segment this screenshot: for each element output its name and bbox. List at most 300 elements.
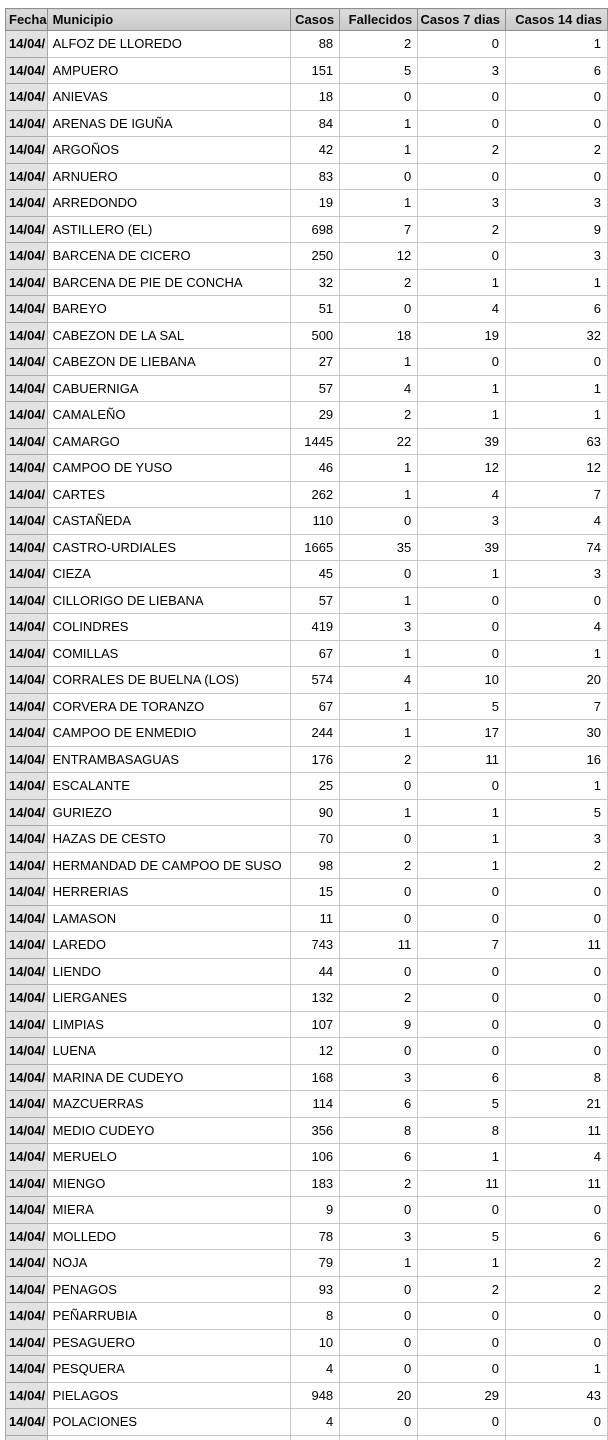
casos-cell: 98 (290, 852, 340, 879)
casos-14-dias-cell: 1 (505, 269, 607, 296)
row-date-cell: 14/04/ (6, 349, 48, 376)
casos-7-dias-cell: 0 (418, 985, 506, 1012)
casos-cell: 67 (290, 693, 340, 720)
casos-cell: 10 (290, 1329, 340, 1356)
casos-7-dias-cell: 0 (418, 1303, 506, 1330)
municipality-cell: MAZCUERRAS (47, 1091, 290, 1118)
municipality-cell: COLINDRES (47, 614, 290, 641)
row-date-cell: 14/04/ (6, 905, 48, 932)
municipality-cell: NOJA (47, 1250, 290, 1277)
fallecidos-cell: 0 (340, 1197, 418, 1224)
table-row (6, 1197, 608, 1224)
casos-14-dias-cell: 0 (505, 349, 607, 376)
casos-14-dias-cell: 7 (505, 693, 607, 720)
casos-14-dias-cell: 5 (505, 799, 607, 826)
casos-cell: 42 (290, 137, 340, 164)
municipality-cell: ARENAS DE IGUÑA (47, 110, 290, 137)
row-date-cell: 14/04/ (6, 296, 48, 323)
casos-7-dias-cell: 0 (418, 958, 506, 985)
row-date-cell: 14/04/ (6, 455, 48, 482)
fallecidos-cell: 22 (340, 428, 418, 455)
casos-7-dias-cell: 4 (418, 296, 506, 323)
table-row (6, 985, 608, 1012)
fallecidos-cell: 9 (340, 1011, 418, 1038)
table-row (6, 163, 608, 190)
table-row (6, 190, 608, 217)
table-row (6, 799, 608, 826)
casos-7-dias-cell: 1 (418, 561, 506, 588)
casos-7-dias-cell: 0 (418, 1011, 506, 1038)
casos-7-dias-cell: 29 (418, 1382, 506, 1409)
covid-municipality-table (5, 8, 608, 1440)
municipality-cell: LAREDO (47, 932, 290, 959)
row-date-cell: 14/04/ (6, 1303, 48, 1330)
casos-cell: 79 (290, 1250, 340, 1277)
casos-7-dias-cell: 3 (418, 57, 506, 84)
casos-7-dias-cell: 17 (418, 720, 506, 747)
fallecidos-cell: 0 (340, 163, 418, 190)
fallecidos-cell: 3 (340, 614, 418, 641)
casos-cell: 70 (290, 826, 340, 853)
row-date-cell: 14/04/ (6, 693, 48, 720)
casos-14-dias-cell: 1 (505, 640, 607, 667)
casos-cell: 46 (290, 455, 340, 482)
table-row (6, 746, 608, 773)
casos-7-dias-cell: 1 (418, 826, 506, 853)
row-date-cell: 14/04/ (6, 534, 48, 561)
casos-7-dias-cell: 12 (418, 455, 506, 482)
casos-7-dias-cell: 0 (418, 163, 506, 190)
casos-cell: 9 (290, 1197, 340, 1224)
row-date-cell: 14/04/ (6, 561, 48, 588)
municipality-cell: LIERGANES (47, 985, 290, 1012)
casos-cell: 168 (290, 1064, 340, 1091)
casos-14-dias-cell: 1 (505, 375, 607, 402)
municipality-cell: HERRERIAS (47, 879, 290, 906)
fallecidos-cell: 2 (340, 985, 418, 1012)
column-header-fallecidos: Fallecidos (340, 9, 418, 31)
column-header-fecha: Fecha (6, 9, 48, 31)
casos-14-dias-cell: 12 (505, 455, 607, 482)
casos-7-dias-cell: 3 (418, 508, 506, 535)
casos-7-dias-cell: 0 (418, 1409, 506, 1436)
table-row (6, 852, 608, 879)
fallecidos-cell: 8 (340, 1117, 418, 1144)
casos-7-dias-cell: 0 (418, 1038, 506, 1065)
casos-14-dias-cell: 0 (505, 1303, 607, 1330)
casos-cell: 45 (290, 561, 340, 588)
fallecidos-cell: 0 (340, 1038, 418, 1065)
table-row (6, 1382, 608, 1409)
municipality-cell: ANIEVAS (47, 84, 290, 111)
row-date-cell: 14/04/ (6, 1117, 48, 1144)
municipality-cell: CABEZON DE LIEBANA (47, 349, 290, 376)
row-date-cell: 14/04/ (6, 84, 48, 111)
casos-7-dias-cell: 10 (418, 667, 506, 694)
casos-7-dias-cell: 0 (418, 614, 506, 641)
casos-14-dias-cell: 3 (505, 561, 607, 588)
table-row (6, 349, 608, 376)
municipality-cell: MARINA DE CUDEYO (47, 1064, 290, 1091)
row-date-cell: 14/04/ (6, 1064, 48, 1091)
casos-cell: 1665 (290, 534, 340, 561)
casos-7-dias-cell: 0 (418, 640, 506, 667)
fallecidos-cell: 0 (340, 879, 418, 906)
municipality-cell: MEDIO CUDEYO (47, 1117, 290, 1144)
municipality-cell: PESAGUERO (47, 1329, 290, 1356)
casos-7-dias-cell: 3 (418, 190, 506, 217)
casos-7-dias-cell: 7 (418, 932, 506, 959)
fallecidos-cell: 0 (340, 1409, 418, 1436)
casos-cell: 250 (290, 243, 340, 270)
casos-14-dias-cell: 1 (505, 773, 607, 800)
casos-cell: 106 (290, 1144, 340, 1171)
table-row (6, 455, 608, 482)
row-date-cell (6, 1435, 48, 1440)
casos-14-dias-cell: 0 (505, 1409, 607, 1436)
row-date-cell: 14/04/ (6, 1091, 48, 1118)
municipality-cell: LAMASON (47, 905, 290, 932)
row-date-cell: 14/04/ (6, 640, 48, 667)
casos-7-dias-cell: 5 (418, 1091, 506, 1118)
row-date-cell: 14/04/ (6, 985, 48, 1012)
table-row (6, 508, 608, 535)
casos-14-dias-cell: 0 (505, 985, 607, 1012)
empty-cell (47, 1435, 290, 1440)
row-date-cell: 14/04/ (6, 508, 48, 535)
row-date-cell: 14/04/ (6, 1038, 48, 1065)
municipality-cell: CASTAÑEDA (47, 508, 290, 535)
municipality-cell: ENTRAMBASAGUAS (47, 746, 290, 773)
casos-cell: 419 (290, 614, 340, 641)
casos-cell: 574 (290, 667, 340, 694)
casos-7-dias-cell: 11 (418, 1170, 506, 1197)
row-date-cell: 14/04/ (6, 428, 48, 455)
casos-7-dias-cell: 0 (418, 110, 506, 137)
casos-14-dias-cell: 0 (505, 163, 607, 190)
casos-7-dias-cell: 6 (418, 1064, 506, 1091)
municipality-cell: CAMALEÑO (47, 402, 290, 429)
municipality-cell: ARNUERO (47, 163, 290, 190)
table-row (6, 1144, 608, 1171)
casos-14-dias-cell: 63 (505, 428, 607, 455)
table-row (6, 57, 608, 84)
casos-7-dias-cell: 0 (418, 773, 506, 800)
casos-14-dias-cell: 43 (505, 1382, 607, 1409)
casos-7-dias-cell: 5 (418, 693, 506, 720)
municipality-cell: BARCENA DE PIE DE CONCHA (47, 269, 290, 296)
row-date-cell: 14/04/ (6, 57, 48, 84)
fallecidos-cell: 1 (340, 1250, 418, 1277)
row-date-cell: 14/04/ (6, 1223, 48, 1250)
casos-cell: 15 (290, 879, 340, 906)
table-row-partial (6, 1435, 608, 1440)
casos-14-dias-cell: 0 (505, 958, 607, 985)
fallecidos-cell: 0 (340, 296, 418, 323)
casos-14-dias-cell: 0 (505, 879, 607, 906)
row-date-cell: 14/04/ (6, 1276, 48, 1303)
casos-cell: 948 (290, 1382, 340, 1409)
casos-7-dias-cell: 4 (418, 481, 506, 508)
casos-14-dias-cell: 11 (505, 1117, 607, 1144)
fallecidos-cell: 6 (340, 1144, 418, 1171)
fallecidos-cell: 1 (340, 799, 418, 826)
row-date-cell: 14/04/ (6, 1356, 48, 1383)
municipality-cell: BAREYO (47, 296, 290, 323)
casos-7-dias-cell: 0 (418, 879, 506, 906)
casos-cell: 44 (290, 958, 340, 985)
row-date-cell: 14/04/ (6, 322, 48, 349)
casos-14-dias-cell: 0 (505, 1011, 607, 1038)
casos-cell: 25 (290, 773, 340, 800)
table-row (6, 375, 608, 402)
municipality-cell: COMILLAS (47, 640, 290, 667)
fallecidos-cell: 1 (340, 587, 418, 614)
table-row (6, 879, 608, 906)
casos-7-dias-cell: 0 (418, 587, 506, 614)
casos-14-dias-cell: 2 (505, 1276, 607, 1303)
casos-14-dias-cell: 0 (505, 1329, 607, 1356)
municipality-cell: MIERA (47, 1197, 290, 1224)
fallecidos-cell: 0 (340, 826, 418, 853)
casos-cell: 84 (290, 110, 340, 137)
casos-14-dias-cell: 2 (505, 137, 607, 164)
casos-14-dias-cell: 1 (505, 402, 607, 429)
municipality-cell: PEÑARRUBIA (47, 1303, 290, 1330)
row-date-cell: 14/04/ (6, 31, 48, 58)
casos-cell: 51 (290, 296, 340, 323)
fallecidos-cell: 0 (340, 1276, 418, 1303)
casos-cell: 356 (290, 1117, 340, 1144)
casos-7-dias-cell: 1 (418, 799, 506, 826)
municipality-cell: PIELAGOS (47, 1382, 290, 1409)
column-header-casos-7-dias: Casos 7 dias (418, 9, 506, 31)
table-body (6, 31, 608, 1440)
table-row (6, 958, 608, 985)
casos-cell: 183 (290, 1170, 340, 1197)
row-date-cell: 14/04/ (6, 1197, 48, 1224)
table-row (6, 587, 608, 614)
row-date-cell: 14/04/ (6, 958, 48, 985)
casos-cell: 244 (290, 720, 340, 747)
row-date-cell: 14/04/ (6, 137, 48, 164)
row-date-cell: 14/04/ (6, 879, 48, 906)
casos-cell: 4 (290, 1409, 340, 1436)
row-date-cell: 14/04/ (6, 375, 48, 402)
casos-14-dias-cell: 32 (505, 322, 607, 349)
casos-7-dias-cell: 11 (418, 746, 506, 773)
casos-14-dias-cell: 4 (505, 508, 607, 535)
fallecidos-cell: 1 (340, 110, 418, 137)
casos-7-dias-cell: 8 (418, 1117, 506, 1144)
municipality-cell: HAZAS DE CESTO (47, 826, 290, 853)
casos-7-dias-cell: 1 (418, 402, 506, 429)
row-date-cell: 14/04/ (6, 1144, 48, 1171)
table-row (6, 84, 608, 111)
municipality-cell: CABEZON DE LA SAL (47, 322, 290, 349)
fallecidos-cell: 0 (340, 508, 418, 535)
casos-14-dias-cell: 9 (505, 216, 607, 243)
casos-7-dias-cell: 39 (418, 534, 506, 561)
table-row (6, 1223, 608, 1250)
fallecidos-cell: 7 (340, 216, 418, 243)
casos-14-dias-cell: 4 (505, 614, 607, 641)
fallecidos-cell: 0 (340, 905, 418, 932)
table-row (6, 561, 608, 588)
casos-7-dias-cell: 5 (418, 1223, 506, 1250)
fallecidos-cell: 2 (340, 402, 418, 429)
municipality-cell: CORVERA DE TORANZO (47, 693, 290, 720)
casos-14-dias-cell: 0 (505, 1038, 607, 1065)
fallecidos-cell: 2 (340, 746, 418, 773)
casos-7-dias-cell: 2 (418, 1276, 506, 1303)
fallecidos-cell: 35 (340, 534, 418, 561)
table-row (6, 296, 608, 323)
casos-7-dias-cell: 1 (418, 1250, 506, 1277)
table-row (6, 534, 608, 561)
casos-cell: 19 (290, 190, 340, 217)
casos-cell: 107 (290, 1011, 340, 1038)
municipality-cell: LIENDO (47, 958, 290, 985)
casos-7-dias-cell: 1 (418, 375, 506, 402)
casos-cell: 32 (290, 269, 340, 296)
table-row (6, 1276, 608, 1303)
casos-14-dias-cell: 11 (505, 1170, 607, 1197)
casos-cell: 27 (290, 349, 340, 376)
casos-14-dias-cell: 6 (505, 296, 607, 323)
casos-cell: 78 (290, 1223, 340, 1250)
municipality-cell: BARCENA DE CICERO (47, 243, 290, 270)
casos-7-dias-cell: 0 (418, 243, 506, 270)
table-row (6, 137, 608, 164)
fallecidos-cell: 1 (340, 349, 418, 376)
casos-14-dias-cell: 0 (505, 84, 607, 111)
table-row (6, 110, 608, 137)
municipality-cell: ARGOÑOS (47, 137, 290, 164)
row-date-cell: 14/04/ (6, 110, 48, 137)
fallecidos-cell: 0 (340, 561, 418, 588)
casos-7-dias-cell: 39 (418, 428, 506, 455)
row-date-cell: 14/04/ (6, 799, 48, 826)
casos-7-dias-cell: 0 (418, 1356, 506, 1383)
row-date-cell: 14/04/ (6, 614, 48, 641)
casos-cell: 1445 (290, 428, 340, 455)
municipality-cell: LIMPIAS (47, 1011, 290, 1038)
casos-7-dias-cell: 0 (418, 349, 506, 376)
table-row (6, 1170, 608, 1197)
table-row (6, 428, 608, 455)
municipality-cell: CIEZA (47, 561, 290, 588)
fallecidos-cell: 0 (340, 1356, 418, 1383)
row-date-cell: 14/04/ (6, 720, 48, 747)
municipality-cell: HERMANDAD DE CAMPOO DE SUSO (47, 852, 290, 879)
municipality-cell: AMPUERO (47, 57, 290, 84)
casos-14-dias-cell: 0 (505, 587, 607, 614)
municipality-cell: ASTILLERO (EL) (47, 216, 290, 243)
casos-14-dias-cell: 6 (505, 57, 607, 84)
fallecidos-cell: 1 (340, 693, 418, 720)
municipality-cell: POLACIONES (47, 1409, 290, 1436)
casos-14-dias-cell: 11 (505, 932, 607, 959)
municipality-cell: PESQUERA (47, 1356, 290, 1383)
casos-14-dias-cell: 3 (505, 190, 607, 217)
table-row (6, 243, 608, 270)
table-row (6, 773, 608, 800)
table-row (6, 905, 608, 932)
municipality-cell: CILLORIGO DE LIEBANA (47, 587, 290, 614)
empty-cell (505, 1435, 607, 1440)
casos-7-dias-cell: 2 (418, 137, 506, 164)
column-header-municipio: Municipio (47, 9, 290, 31)
fallecidos-cell: 3 (340, 1064, 418, 1091)
casos-cell: 743 (290, 932, 340, 959)
casos-cell: 11 (290, 905, 340, 932)
row-date-cell: 14/04/ (6, 1170, 48, 1197)
casos-14-dias-cell: 6 (505, 1223, 607, 1250)
casos-cell: 8 (290, 1303, 340, 1330)
table-row (6, 1329, 608, 1356)
fallecidos-cell: 1 (340, 190, 418, 217)
casos-cell: 262 (290, 481, 340, 508)
casos-cell: 67 (290, 640, 340, 667)
casos-cell: 151 (290, 57, 340, 84)
empty-cell (418, 1435, 506, 1440)
municipality-cell: CABUERNIGA (47, 375, 290, 402)
fallecidos-cell: 2 (340, 1170, 418, 1197)
table-row (6, 1064, 608, 1091)
fallecidos-cell: 18 (340, 322, 418, 349)
table-row (6, 720, 608, 747)
row-date-cell: 14/04/ (6, 1382, 48, 1409)
casos-cell: 88 (290, 31, 340, 58)
casos-7-dias-cell: 1 (418, 1144, 506, 1171)
fallecidos-cell: 0 (340, 84, 418, 111)
fallecidos-cell: 1 (340, 481, 418, 508)
table-row (6, 1356, 608, 1383)
casos-7-dias-cell: 0 (418, 31, 506, 58)
table-row (6, 1250, 608, 1277)
fallecidos-cell: 1 (340, 720, 418, 747)
casos-14-dias-cell: 30 (505, 720, 607, 747)
municipality-cell: MIENGO (47, 1170, 290, 1197)
empty-cell (290, 1435, 340, 1440)
casos-14-dias-cell: 3 (505, 826, 607, 853)
table-row (6, 693, 608, 720)
header-row (6, 9, 608, 31)
fallecidos-cell: 1 (340, 640, 418, 667)
table-row (6, 640, 608, 667)
casos-14-dias-cell: 20 (505, 667, 607, 694)
fallecidos-cell: 6 (340, 1091, 418, 1118)
fallecidos-cell: 2 (340, 31, 418, 58)
casos-cell: 4 (290, 1356, 340, 1383)
casos-cell: 29 (290, 402, 340, 429)
table-row (6, 1117, 608, 1144)
casos-14-dias-cell: 8 (505, 1064, 607, 1091)
row-date-cell: 14/04/ (6, 481, 48, 508)
casos-14-dias-cell: 0 (505, 905, 607, 932)
row-date-cell: 14/04/ (6, 163, 48, 190)
fallecidos-cell: 12 (340, 243, 418, 270)
row-date-cell: 14/04/ (6, 773, 48, 800)
column-header-casos: Casos (290, 9, 340, 31)
row-date-cell: 14/04/ (6, 1011, 48, 1038)
casos-14-dias-cell: 1 (505, 1356, 607, 1383)
casos-cell: 176 (290, 746, 340, 773)
casos-14-dias-cell: 16 (505, 746, 607, 773)
casos-14-dias-cell: 3 (505, 243, 607, 270)
table-row (6, 1038, 608, 1065)
